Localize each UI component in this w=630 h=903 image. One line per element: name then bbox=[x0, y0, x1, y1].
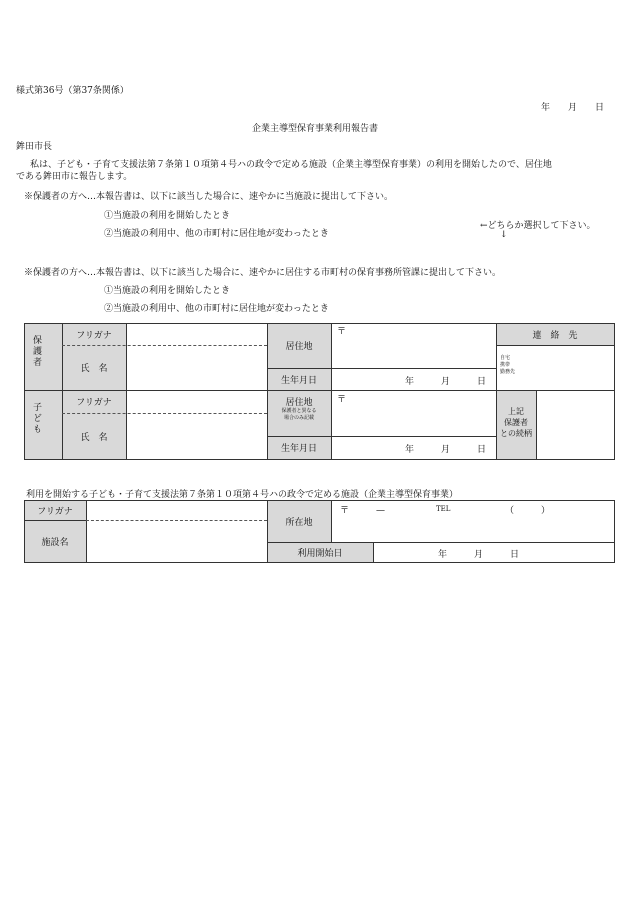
start-date-input[interactable] bbox=[374, 543, 614, 562]
notice-1-item-2: ②当施設の利用中、他の市町村に居住地が変わったとき bbox=[104, 229, 329, 239]
facility-tel-paren: （ ） bbox=[505, 506, 551, 516]
child-name-label: 氏 名 bbox=[80, 432, 108, 443]
child-birth-ymd: 年 月 日 bbox=[405, 445, 487, 455]
relation-line-2: 保護者 bbox=[504, 418, 528, 427]
guardian-furigana-input[interactable] bbox=[127, 324, 266, 344]
relation-line-1: 上記 bbox=[508, 407, 524, 416]
child-label: 子ども bbox=[31, 402, 41, 435]
intro-line-2: である鉾田市に報告します。 bbox=[16, 172, 133, 182]
child-furigana-label: フリガナ bbox=[76, 398, 112, 408]
facility-location-input[interactable] bbox=[332, 501, 614, 541]
child-birth-label: 生年月日 bbox=[280, 444, 317, 454]
notice-1-item-1: ①当施設の利用を開始したとき bbox=[104, 211, 231, 221]
guardian-label: 保護者 bbox=[31, 335, 41, 368]
contact-input[interactable] bbox=[515, 346, 614, 389]
notice-2-item-1: ①当施設の利用を開始したとき bbox=[104, 286, 231, 296]
intro-line-1: 私は、子ども・子育て支援法第７条第１０項第４号ハの政令で定める施設（企業主導型保育事業）の利用を開始したので、居住地 bbox=[30, 160, 552, 170]
section2-title: 利用を開始する子ども・子育て支援法第７条第１０項第４号ハの政令で定める施設（企業主導型保育事業） bbox=[26, 490, 459, 500]
location-label: 所在地 bbox=[285, 517, 313, 528]
child-address-note-1: 保護者と異なる bbox=[281, 408, 317, 414]
relation-line-3: との続柄 bbox=[500, 429, 532, 438]
facility-postal: 〒 — bbox=[340, 506, 386, 516]
child-address-label: 居住地 bbox=[285, 398, 313, 408]
date-line: 年 月 日 bbox=[541, 103, 605, 113]
addressee: 鉾田市長 bbox=[16, 142, 53, 152]
guardian-birth-label: 生年月日 bbox=[280, 375, 317, 386]
contact-mobile: 携帯 bbox=[500, 362, 511, 368]
contact-work: 勤務先 bbox=[500, 369, 516, 375]
facility-furigana-input[interactable] bbox=[87, 501, 266, 519]
relation-input[interactable] bbox=[537, 391, 614, 459]
contact-home: 自宅 bbox=[500, 355, 511, 361]
guardian-name-input[interactable] bbox=[127, 346, 266, 389]
notice-2: ※保護者の方へ…本報告書は、以下に該当した場合に、速やかに居住する市町村の保育事務所管課に提出して下さい。 bbox=[24, 268, 502, 278]
facility-name-label: 施設名 bbox=[41, 537, 69, 548]
notice-2-item-2: ②当施設の利用中、他の市町村に居住地が変わったとき bbox=[104, 304, 329, 314]
child-furigana-input[interactable] bbox=[127, 391, 266, 412]
guardian-address-input[interactable] bbox=[332, 324, 495, 367]
child-address-note-2: 場合のみ記載 bbox=[283, 415, 314, 421]
choose-note: ←どちらか選択して下さい。 bbox=[480, 221, 596, 231]
arrow-down-icon: ↓ bbox=[500, 230, 508, 240]
guardian-address-label: 居住地 bbox=[285, 342, 313, 352]
guardian-name-label: 氏 名 bbox=[80, 364, 108, 374]
start-date-ymd: 年 月 日 bbox=[438, 550, 520, 560]
document-title: 企業主導型保育事業利用報告書 bbox=[251, 124, 378, 134]
notice-1: ※保護者の方へ…本報告書は、以下に該当した場合に、速やかに当施設に提出して下さい。 bbox=[24, 192, 394, 202]
child-address-input[interactable] bbox=[332, 391, 495, 435]
facility-furigana-label: フリガナ bbox=[37, 506, 73, 517]
guardian-postal-mark: 〒 bbox=[337, 327, 347, 337]
guardian-furigana-label: フリガナ bbox=[76, 330, 112, 341]
facility-tel-label: TEL bbox=[436, 505, 451, 513]
guardian-birth-ymd: 年 月 日 bbox=[405, 377, 487, 387]
form-number: 様式第36号（第37条関係） bbox=[16, 86, 129, 96]
child-name-input[interactable] bbox=[127, 414, 266, 459]
contact-header: 連 絡 先 bbox=[532, 330, 578, 341]
facility-name-input[interactable] bbox=[87, 521, 266, 562]
start-date-label: 利用開始日 bbox=[297, 548, 343, 559]
child-postal-mark: 〒 bbox=[337, 395, 347, 405]
